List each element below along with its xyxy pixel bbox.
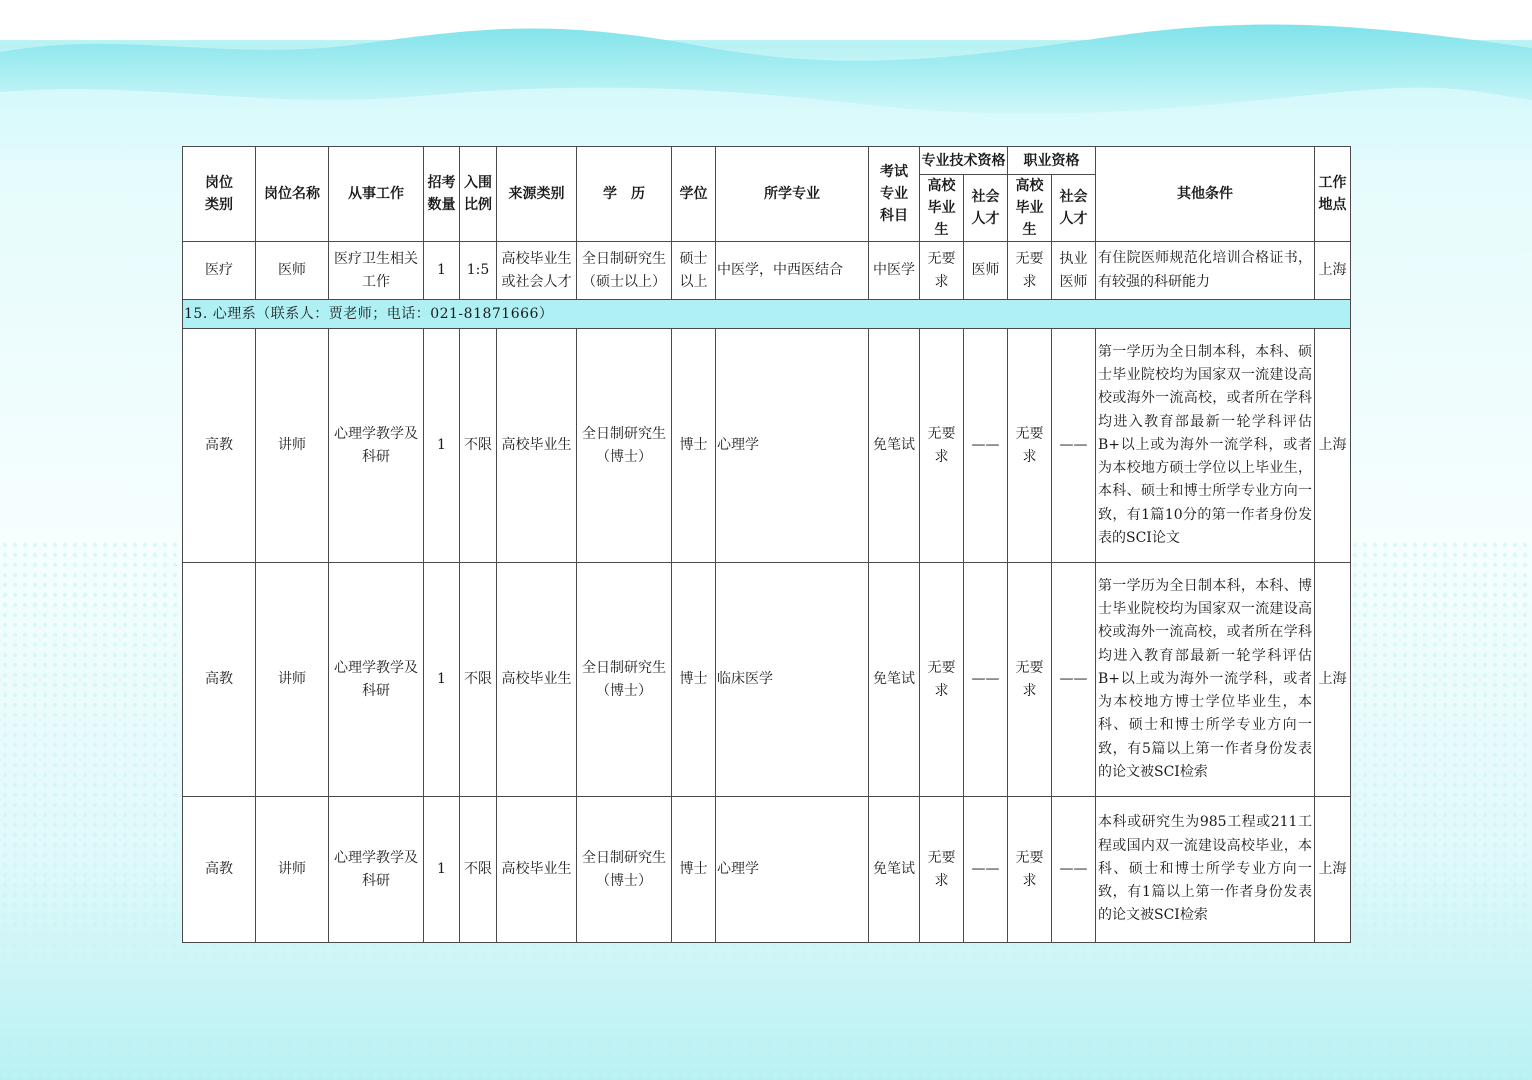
col-header-vocational-qualification: 职业资格: [1008, 147, 1096, 175]
col-header-education: 学 历: [577, 147, 672, 242]
cell-exam: 免笔试: [869, 563, 920, 797]
cell-education: 全日制研究生（博士）: [577, 563, 672, 797]
cell-voc-grad: 无要求: [1008, 329, 1052, 563]
cell-source: 高校毕业生: [497, 329, 577, 563]
cell-tech-social: ——: [964, 563, 1008, 797]
col-header-work: 从事工作: [329, 147, 424, 242]
col-header-other: 其他条件: [1096, 147, 1315, 242]
cell-ratio: 不限: [460, 563, 497, 797]
col-header-tech-qualification: 专业技术资格: [920, 147, 1008, 175]
cell-count: 1: [424, 242, 460, 300]
col-header-title: 岗位名称: [256, 147, 329, 242]
subheader-tech-social: 社会 人才: [964, 175, 1008, 242]
cell-voc-grad: 无要求: [1008, 242, 1052, 300]
col-header-category: 岗位 类别: [183, 147, 256, 242]
cell-count: 1: [424, 329, 460, 563]
cell-degree: 博士: [672, 797, 716, 943]
subheader-voc-social: 社会 人才: [1052, 175, 1096, 242]
cell-voc-social: 执业医师: [1052, 242, 1096, 300]
cell-ratio: 不限: [460, 797, 497, 943]
cell-exam: 免笔试: [869, 797, 920, 943]
table-row: [183, 563, 1351, 797]
cell-other: 本科或研究生为985工程或211工程或国内双一流建设高校毕业，本科、硕士和博士所学专业方向一致，有1篇以上第一作者身份发表的论文被SCI检索: [1096, 797, 1315, 943]
recruitment-table: [182, 146, 1351, 943]
cell-tech-social: 医师: [964, 242, 1008, 300]
cell-major: 心理学: [716, 329, 869, 563]
col-header-major: 所学专业: [716, 147, 869, 242]
cell-education: 全日制研究生（博士）: [577, 329, 672, 563]
cell-source: 高校毕业生: [497, 797, 577, 943]
table-row: [183, 242, 1351, 300]
table-row: [183, 329, 1351, 563]
cell-source: 高校毕业生或社会人才: [497, 242, 577, 300]
cell-location: 上海: [1315, 329, 1351, 563]
cell-voc-grad: 无要求: [1008, 563, 1052, 797]
cell-tech-grad: 无要求: [920, 563, 964, 797]
cell-category: 高教: [183, 797, 256, 943]
subheader-tech-grad: 高校 毕业生: [920, 175, 964, 242]
cell-work: 医疗卫生相关工作: [329, 242, 424, 300]
cell-ratio: 不限: [460, 329, 497, 563]
col-header-source: 来源类别: [497, 147, 577, 242]
cell-count: 1: [424, 563, 460, 797]
cell-location: 上海: [1315, 563, 1351, 797]
table-row: [183, 797, 1351, 943]
cell-voc-social: ——: [1052, 797, 1096, 943]
cell-tech-social: ——: [964, 797, 1008, 943]
section-heading: 15. 心理系（联系人：贾老师；电话：021-81871666）: [183, 300, 1351, 329]
cell-other: 第一学历为全日制本科，本科、硕士毕业院校均为国家双一流建设高校或海外一流高校，或者所在学科均进入教育部最新一轮学科评估B+以上或为海外一流学科，或者为本校地方硕士学位以上毕业生，本科、硕士和博士所学专业方向一致，有1篇10分的第一作者身份发表的SCI论文: [1096, 329, 1315, 563]
cell-category: 高教: [183, 563, 256, 797]
cell-ratio: 1:5: [460, 242, 497, 300]
cell-education: 全日制研究生（硕士以上）: [577, 242, 672, 300]
cell-voc-social: ——: [1052, 563, 1096, 797]
cell-title: 讲师: [256, 797, 329, 943]
cell-degree: 硕士以上: [672, 242, 716, 300]
cell-title: 医师: [256, 242, 329, 300]
cell-tech-grad: 无要求: [920, 329, 964, 563]
cell-location: 上海: [1315, 797, 1351, 943]
cell-major: 临床医学: [716, 563, 869, 797]
cell-exam: 中医学: [869, 242, 920, 300]
section-row: [183, 300, 1351, 329]
cell-category: 医疗: [183, 242, 256, 300]
cell-work: 心理学教学及科研: [329, 563, 424, 797]
cell-education: 全日制研究生（博士）: [577, 797, 672, 943]
cell-other: 第一学历为全日制本科，本科、博士毕业院校均为国家双一流建设高校或海外一流高校，或者所在学科均进入教育部最新一轮学科评估B+以上或为海外一流学科，或者为本校地方博士学位毕业生，本科、硕士和博士所学专业方向一致，有5篇以上第一作者身份发表的论文被SCI检索: [1096, 563, 1315, 797]
cell-major: 心理学: [716, 797, 869, 943]
cell-category: 高教: [183, 329, 256, 563]
cell-degree: 博士: [672, 563, 716, 797]
col-header-exam: 考试 专业 科目: [869, 147, 920, 242]
cell-source: 高校毕业生: [497, 563, 577, 797]
cell-degree: 博士: [672, 329, 716, 563]
cell-exam: 免笔试: [869, 329, 920, 563]
cell-voc-grad: 无要求: [1008, 797, 1052, 943]
cell-title: 讲师: [256, 563, 329, 797]
recruitment-table-sheet: [182, 146, 1350, 935]
cell-title: 讲师: [256, 329, 329, 563]
cell-work: 心理学教学及科研: [329, 329, 424, 563]
cell-location: 上海: [1315, 242, 1351, 300]
cell-tech-grad: 无要求: [920, 797, 964, 943]
header-row: [183, 147, 1351, 175]
cell-count: 1: [424, 797, 460, 943]
col-header-degree: 学位: [672, 147, 716, 242]
subheader-voc-grad: 高校 毕业生: [1008, 175, 1052, 242]
col-header-count: 招考 数量: [424, 147, 460, 242]
cell-tech-social: ——: [964, 329, 1008, 563]
cell-other: 有住院医师规范化培训合格证书，有较强的科研能力: [1096, 242, 1315, 300]
col-header-ratio: 入围 比例: [460, 147, 497, 242]
cell-voc-social: ——: [1052, 329, 1096, 563]
cell-work: 心理学教学及科研: [329, 797, 424, 943]
cell-tech-grad: 无要求: [920, 242, 964, 300]
cell-major: 中医学，中西医结合: [716, 242, 869, 300]
col-header-location: 工作 地点: [1315, 147, 1351, 242]
